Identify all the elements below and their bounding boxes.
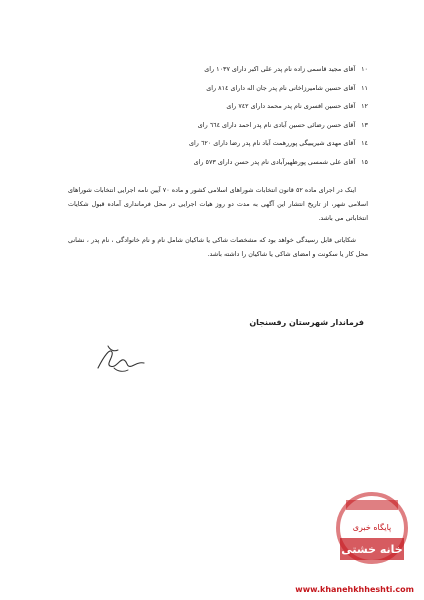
site-logo-watermark — [326, 486, 418, 578]
item-number: ۱۲ — [361, 102, 368, 110]
item-text: آقای حسین افسری نام پدر محمد دارای ۷٤۲ رای — [226, 102, 356, 110]
site-url: www.khanehkhheshti.com — [295, 585, 414, 594]
item-text: آقای حسین شامیرزاخانی نام پدر جان اله دارای ۸۱٤ رای — [206, 83, 356, 92]
item-number: ۱٥ — [361, 157, 368, 166]
list-item — [68, 60, 368, 78]
item-text: آقای حسن رضائی حسین آبادی نام پدر احمد دارای ٦٦٤ رای — [197, 120, 356, 129]
item-number: ۱٤ — [361, 139, 368, 147]
list-item — [68, 79, 368, 97]
item-text: آقای مجید قاسمی زاده نام پدر علی اکبر دارای ۱۰۳۷ رای — [204, 65, 356, 73]
item-text: آقای علی شمسی پورظهیرآبادی نام پدر حسن دارای ٥۷۳ رای — [193, 157, 356, 166]
paragraph-complaints-conditions: شکایاتی قابل رسیدگی خواهد بود که مشخصات شاکی یا شاکیان شامل نام و نام خانوادگی ، نام پدر ، نشانی محل کار یا سکونت و امضای شاکی یا شاکیان را داشته باشد. — [68, 236, 368, 258]
list-item — [68, 153, 368, 171]
handwritten-signature — [90, 338, 150, 378]
signatory-title: فرماندار شهرستان رفسنجان — [249, 318, 364, 327]
paragraph-complaints-period: اینک در اجرای ماده ٥۲ قانون انتخابات شوراهای اسلامی کشور و ماده ۷۰ آیین نامه اجرایی انتخابات شوراهای اسلامی شهر، از تاریخ انتشار این آگهی به مدت دو روز هیات اجرایی در محل فرمانداری آماده قبول شکایات انتخاباتی می باشد. — [68, 186, 368, 222]
results-list — [68, 60, 368, 171]
logo-text-top: پایگاه خبری — [352, 523, 392, 532]
item-number: ۱۰ — [361, 65, 368, 73]
item-number: ۱۳ — [361, 120, 368, 129]
list-item — [68, 97, 368, 115]
item-number: ۱۱ — [361, 83, 368, 92]
logo-text-main: خانه خشتی — [341, 543, 403, 556]
list-item — [68, 116, 368, 134]
item-text: آقای مهدی شیریبیگی پوررهمت آباد نام پدر رضا دارای ٦۲۰ رای — [189, 139, 356, 147]
list-item — [68, 134, 368, 152]
